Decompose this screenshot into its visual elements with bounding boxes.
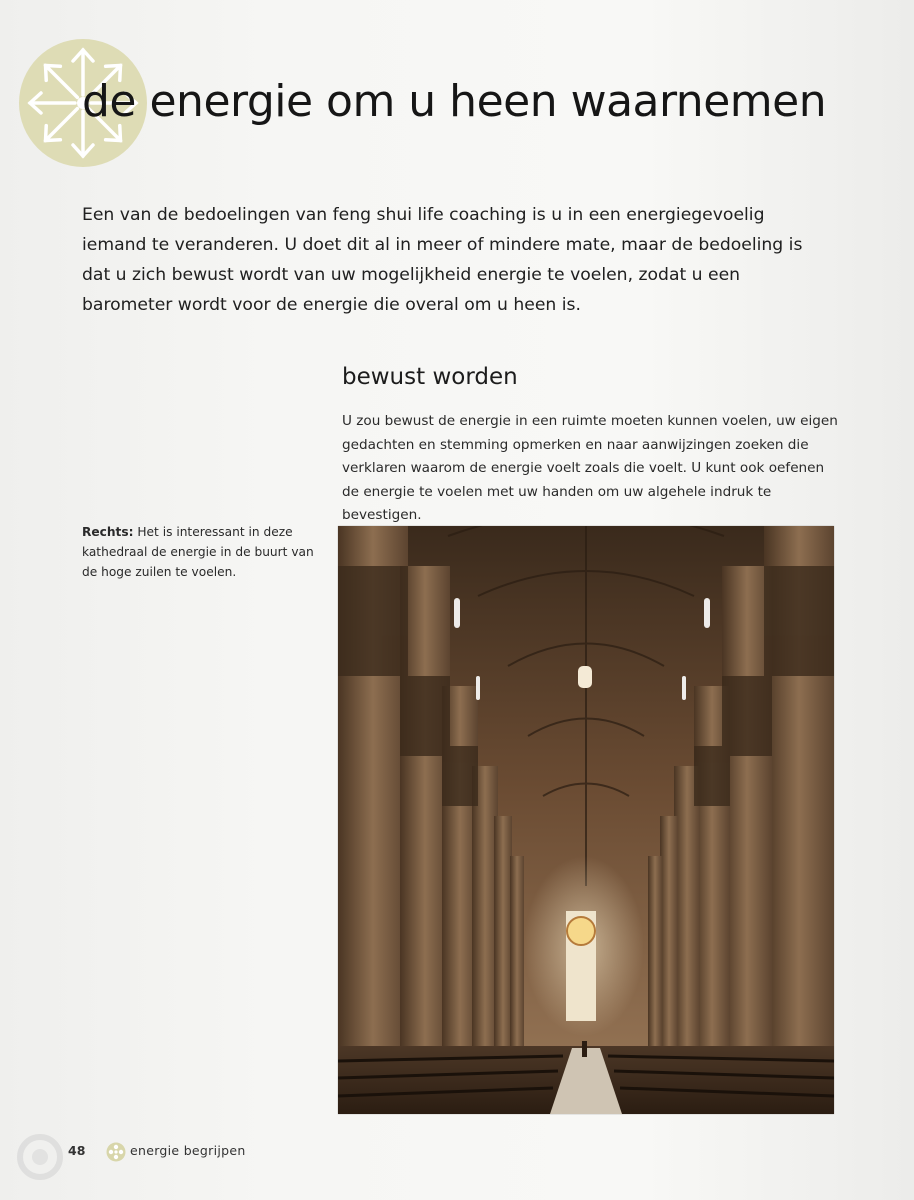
body-paragraph: U zou bewust de energie in een ruimte moeten kunnen voelen, uw eigen gedachten en stemming opmerken en naar aanwijzingen zoeken die verklaren waarom de energie voelt zoals die voelt. U kunt ook oefenen de energie te voelen met uw handen om uw algehele indruk te bevestigen.: [342, 413, 838, 523]
page-title: de energie om u heen waarnemen: [82, 76, 827, 127]
photo-caption: [82, 522, 322, 582]
flower-icon: [106, 1142, 126, 1162]
section-subheading: bewust worden: [342, 364, 518, 390]
store-logo-icon: [12, 1130, 72, 1188]
footer-section-name: energie begrijpen: [130, 1143, 246, 1158]
caption-text: Het is interessant in deze kathedraal de energie in de buurt van de hoge zuilen te voelen.: [82, 525, 314, 579]
caption-label: Rechts:: [82, 525, 134, 539]
intro-paragraph: Een van de bedoelingen van feng shui life coaching is u in een energiegevoelig iemand te veranderen. U doet dit al in meer of mindere mate, maar de bedoeling is dat u zich bewust wordt van uw mogelijkheid energie te voelen, zodat u een barometer wordt voor de energie die overal om u heen is.: [82, 205, 803, 315]
page-number: 48: [68, 1143, 86, 1158]
cathedral-photo: [338, 526, 834, 1114]
